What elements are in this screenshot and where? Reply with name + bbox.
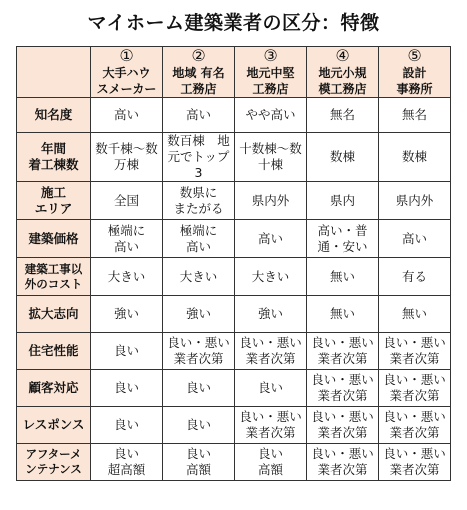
cell-line: 良い [185,380,211,395]
cell-line: 良い [113,446,139,461]
row-header [17,133,91,182]
cell-line: 極端に [179,222,218,238]
column-name-line: 設計 [402,66,427,80]
row-header [17,220,91,258]
cell-line: 大きい [179,268,218,284]
cell-line: 万棟 [113,157,139,172]
table-cell [379,407,451,444]
row-header-line: アフターメ [25,447,82,461]
row-header-line: 着工棟数 [28,157,79,172]
table-cell [235,220,307,258]
cell-line: 良い・悪い [311,446,374,461]
table-cell [91,296,163,333]
cell-line: 十棟 [257,157,283,172]
cell-line: 無名 [401,107,427,122]
cell-line: 高い・普 [317,222,368,238]
column-name-line: 工務店 [180,82,217,96]
column-name-line: スメーカー [96,82,157,96]
header-row [17,47,451,98]
row-header-line: 住宅性能 [28,343,79,358]
table-cell [91,333,163,370]
page-title: マイホーム建築業者の区分：特徴 [87,12,380,34]
table-cell [163,296,235,333]
table-cell [163,258,235,296]
table-cell [307,407,379,444]
cell-line: 良い [185,446,211,461]
cell-line: 良い [185,417,211,432]
table-cell [379,333,451,370]
table-cell [379,258,451,296]
cell-line: 県内外 [395,192,434,208]
column-name-line: 事務所 [396,82,433,96]
cell-line: 業者次第 [389,425,440,440]
cell-line: 良い・悪い [239,409,302,424]
table-cell [307,98,379,133]
cell-line: 高い [185,107,211,122]
cell-line: 通・安い [317,238,368,254]
column-header-3 [235,47,307,98]
cell-line: 無名 [329,107,355,122]
table-cell [235,296,307,333]
row-header-line: 建築工事以 [24,261,83,276]
cell-line: 業者次第 [389,351,440,366]
row-header [17,258,91,296]
table-cell [307,444,379,481]
cell-line: 数棟 [401,149,427,164]
cell-line: またがる [173,200,224,216]
cell-line: 良い・悪い [383,372,446,387]
cell-line: 強い [257,306,283,321]
table-row [17,133,451,182]
row-header-line: レスポンス [22,417,85,432]
cell-line: 業者次第 [245,425,296,440]
table-cell [235,133,307,182]
cell-line: 良い・悪い [383,335,446,350]
column-name-line: 工務店 [252,82,289,96]
table-row [17,220,451,258]
cell-line: 無い [401,306,427,321]
table-cell [91,444,163,481]
cell-line: 全国 [113,192,139,208]
table-row [17,98,451,133]
cell-line: 高い [113,238,139,254]
column-name-line: 地元小規 [318,66,367,80]
table-cell [307,296,379,333]
column-name-line: 模工務店 [318,82,367,96]
corner-cell [17,47,91,98]
table-cell [307,258,379,296]
row-header-line: 拡大志向 [28,306,79,321]
cell-line: 数県に [179,184,218,200]
cell-line: 高い [257,230,283,246]
table-row [17,370,451,407]
cell-line: 大きい [107,268,146,284]
cell-line: 業者次第 [245,351,296,366]
table-cell [235,258,307,296]
cell-line: 良い [257,446,283,461]
row-header [17,444,91,481]
table-row [17,296,451,333]
table-cell [235,333,307,370]
cell-line: 高い [113,107,139,122]
table-row [17,444,451,481]
table-cell [307,220,379,258]
table-cell [91,407,163,444]
table-cell [379,133,451,182]
table-cell [91,98,163,133]
table-cell [235,370,307,407]
cell-line: 業者次第 [317,462,368,477]
cell-line: 高額 [185,462,211,477]
row-header-line: 施工 [40,184,66,200]
table-cell [91,370,163,407]
cell-line: 高い [185,238,211,254]
table-cell [163,182,235,220]
row-header-line: 年間 [40,141,66,156]
cell-line: 良い・悪い [311,409,374,424]
cell-line: 極端に [107,222,146,238]
column-number: ⑤ [407,46,422,65]
column-name-line: 大手ハウ [102,66,151,80]
table-cell [163,133,235,182]
cell-line: 業者次第 [389,388,440,403]
cell-line: 大きい [251,268,290,284]
table-cell [163,98,235,133]
table-cell [307,333,379,370]
row-header-line: ンテナンス [25,462,82,476]
cell-line: 無い [329,306,355,321]
table-cell [307,370,379,407]
table-cell [307,133,379,182]
column-header-4 [307,47,379,98]
table-cell [163,407,235,444]
cell-line: 良い・悪い [167,335,230,350]
table-cell [379,220,451,258]
row-header [17,333,91,370]
table-cell [91,182,163,220]
table-cell [163,370,235,407]
row-header-line: 顧客対応 [28,380,79,395]
cell-line: 良い [113,417,139,432]
cell-line: 県内 [329,192,355,208]
row-header [17,98,91,133]
row-header [17,296,91,333]
table-cell [91,133,163,182]
cell-line: 業者次第 [317,351,368,366]
table-cell [91,220,163,258]
column-header-5 [379,47,451,98]
cell-line: 十数棟～数 [239,141,302,156]
cell-line: 業者次第 [173,351,224,366]
cell-line: 良い・悪い [311,372,374,387]
table-cell [91,258,163,296]
table-cell [163,444,235,481]
cell-line: 高額 [257,462,283,477]
row-header-line: 建築価格 [28,230,79,246]
cell-line: 超高額 [107,462,146,477]
table-cell [235,98,307,133]
column-name-line: 地元中堅 [246,66,295,80]
table-cell [379,296,451,333]
cell-line: 強い [185,306,211,321]
row-header-line: エリア [34,200,73,216]
cell-line: 良い・悪い [239,335,302,350]
table-cell [379,370,451,407]
comparison-table-body [17,47,451,481]
cell-line: 有る [401,268,427,284]
table-cell [163,220,235,258]
cell-line: 良い [113,380,139,395]
table-row [17,182,451,220]
cell-line: 業者次第 [317,388,368,403]
table-cell [307,182,379,220]
cell-line: 良い [113,343,139,358]
column-number: ① [119,46,134,65]
row-header [17,370,91,407]
cell-line: 数千棟～数 [95,141,158,156]
cell-line: 強い [113,306,139,321]
row-header [17,407,91,444]
column-number: ④ [335,46,350,65]
table-cell [235,182,307,220]
cell-line: 良い・悪い [383,446,446,461]
table-cell [379,98,451,133]
column-header-2 [163,47,235,98]
table-cell [235,444,307,481]
column-name-line: 地域 有名 [172,66,225,80]
cell-line: 良い・悪い [311,335,374,350]
cell-line: 良い [257,380,283,395]
table-row [17,407,451,444]
cell-line: 無い [329,268,355,284]
cell-line: 県内外 [251,192,290,208]
table-row [17,258,451,296]
row-header [17,182,91,220]
table-cell [379,182,451,220]
cell-line: 良い・悪い [383,409,446,424]
row-header-line: 外のコスト [24,276,83,291]
column-header-1 [91,47,163,98]
cell-line: 業者次第 [317,425,368,440]
table-cell [379,444,451,481]
column-number: ③ [263,46,278,65]
table-cell [235,407,307,444]
cell-line: 元でトップ3 [167,149,230,180]
cell-line: 数百棟 地 [167,133,230,148]
table-cell [163,333,235,370]
comparison-table [16,46,451,481]
column-number: ② [191,46,206,65]
table-row [17,333,451,370]
cell-line: 数棟 [329,149,355,164]
cell-line: 業者次第 [389,462,440,477]
cell-line: 高い [401,230,427,246]
row-header-line: 知名度 [34,107,73,122]
cell-line: やや高い [245,107,296,122]
